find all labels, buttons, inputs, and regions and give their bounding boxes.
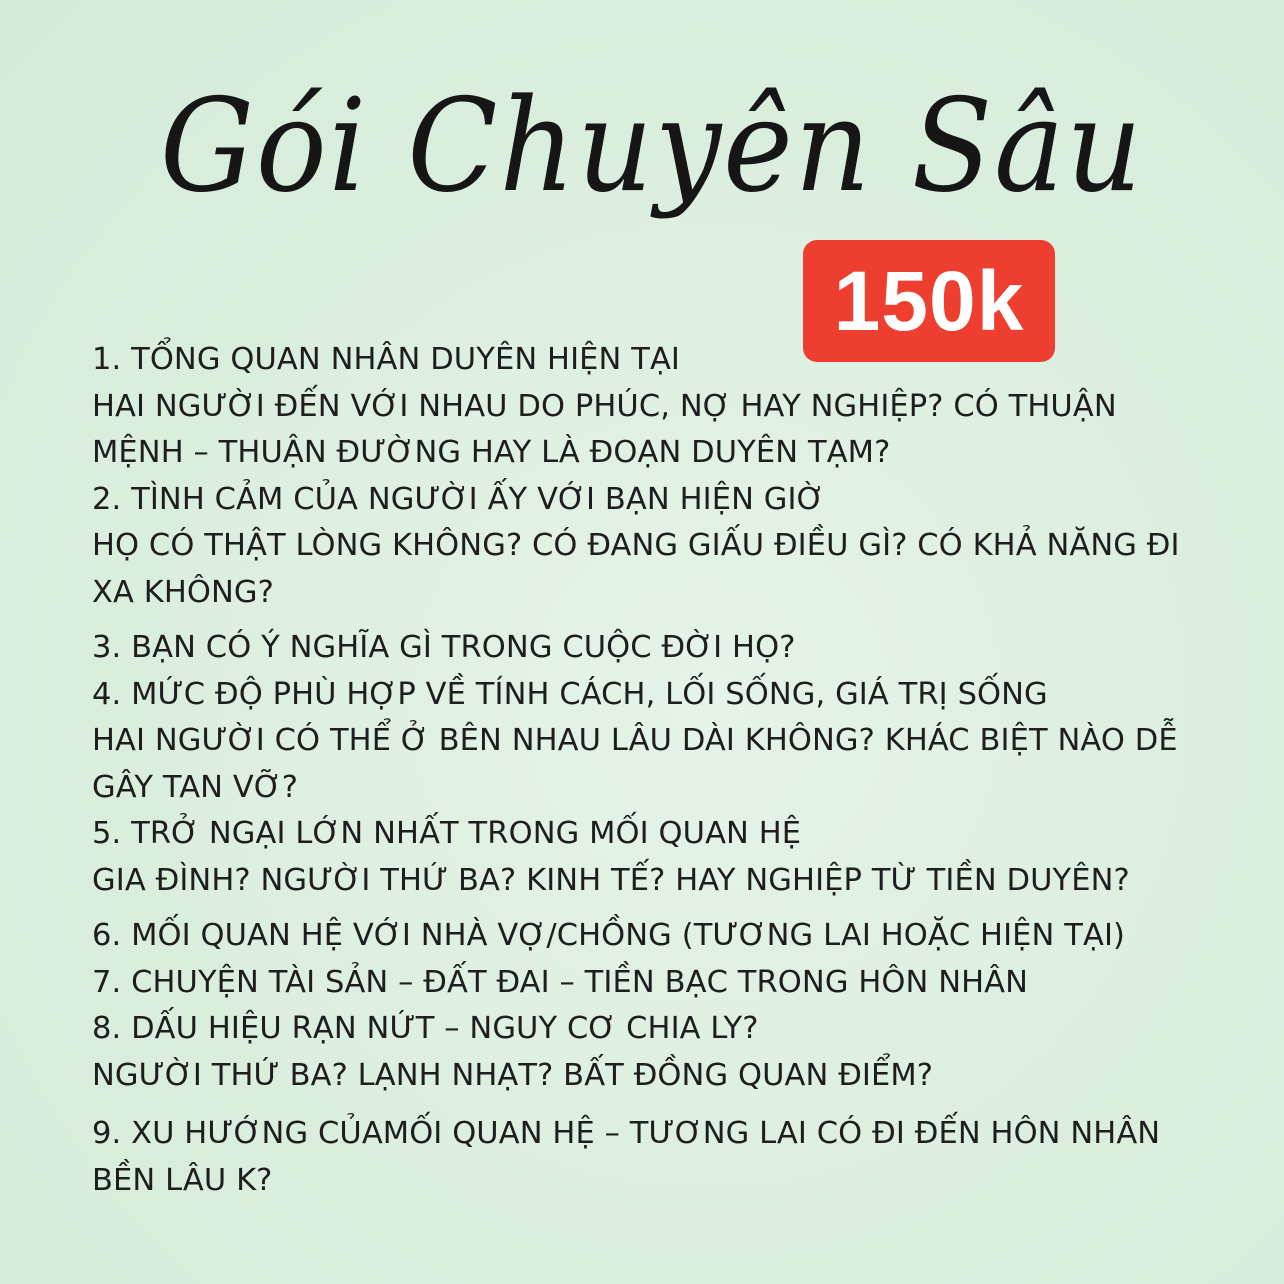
item-3-heading: 3. BẠN CÓ Ý NGHĨA GÌ TRONG CUỘC ĐỜI HỌ? <box>92 630 796 665</box>
item-2-detail-cont: XA KHÔNG? <box>92 574 274 610</box>
item-4-detail: HAI NGƯỜI CÓ THỂ Ở BÊN NHAU LÂU DÀI KHÔNG? KHÁC BIỆT NÀO DỄ <box>92 723 1178 758</box>
item-8-detail: NGƯỜI THỨ BA? LẠNH NHẠT? BẤT ĐỒNG QUAN ĐIỂM? <box>92 1057 934 1093</box>
item-1-detail-cont: MỆNH – THUẬN ĐƯỜNG HAY LÀ ĐOẠN DUYÊN TẠM? <box>92 435 891 470</box>
item-2-detail: HỌ CÓ THẬT LÒNG KHÔNG? CÓ ĐANG GIẤU ĐIỀU GÌ? CÓ KHẢ NĂNG ĐI <box>92 528 1180 563</box>
item-6-heading: 6. MỐI QUAN HỆ VỚI NHÀ VỢ/CHỒNG (TƯƠNG LAI HOẶC HIỆN TẠI) <box>92 918 1126 953</box>
item-4-heading: 4. MỨC ĐỘ PHÙ HỢP VỀ TÍNH CÁCH, LỐI SỐNG, GIÁ TRỊ SỐNG <box>92 676 1048 712</box>
item-4-detail-cont: GÂY TAN VỠ? <box>92 769 299 805</box>
item-1-heading: 1. TỔNG QUAN NHÂN DUYÊN HIỆN TẠI <box>92 342 681 377</box>
item-5-heading: 5. TRỞ NGẠI LỚN NHẤT TRONG MỐI QUAN HỆ <box>92 816 802 851</box>
item-7-heading: 7. CHUYỆN TÀI SẢN – ĐẤT ĐAI – TIỀN BẠC TRONG HÔN NHÂN <box>92 964 1029 1000</box>
price-label: 150k <box>833 253 1025 348</box>
item-5-detail: GIA ĐÌNH? NGƯỜI THỨ BA? KINH TẾ? HAY NGHIỆP TỪ TIỀN DUYÊN? <box>92 862 1130 898</box>
item-1-detail: HAI NGƯỜI ĐẾN VỚI NHAU DO PHÚC, NỢ HAY NGHIỆP? CÓ THUẬN <box>92 388 1117 424</box>
item-8-heading: 8. DẤU HIỆU RẠN NỨT – NGUY CƠ CHIA LY? <box>92 1011 759 1046</box>
poster-title: Gói Chuyên Sâu <box>160 72 1144 221</box>
item-9-detail-cont: BỀN LÂU K? <box>92 1162 273 1198</box>
item-9-heading: 9. XU HƯỚNG CỦAMỐI QUAN HỆ – TƯƠNG LAI CÓ ĐI ĐẾN HÔN NHÂN <box>92 1116 1161 1151</box>
question-list <box>92 337 1222 1204</box>
item-2-heading: 2. TÌNH CẢM CỦA NGƯỜI ẤY VỚI BẠN HIỆN GIỜ <box>92 481 825 517</box>
